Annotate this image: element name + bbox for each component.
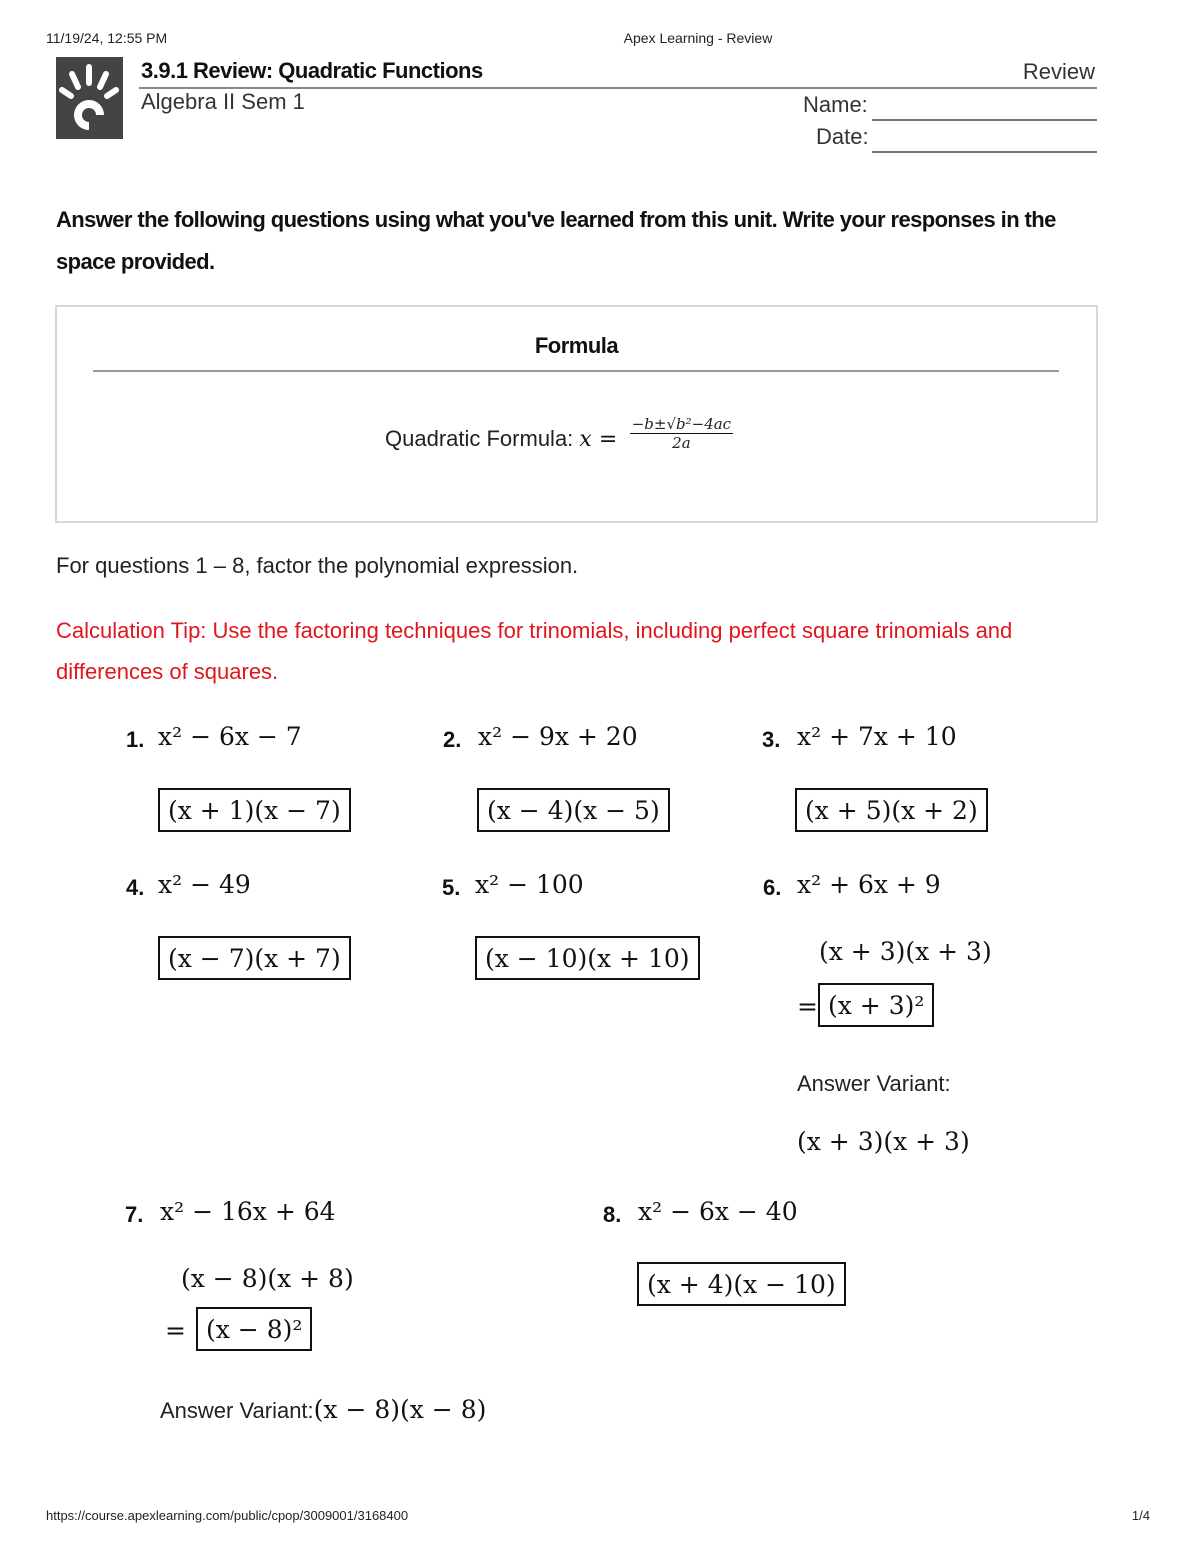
print-datetime: 11/19/24, 12:55 PM bbox=[46, 30, 168, 46]
question-expression: x² − 49 bbox=[158, 870, 251, 899]
quadratic-formula bbox=[385, 415, 733, 465]
question-number: 5. bbox=[442, 875, 461, 900]
answer-box: (x + 4)(x − 10) bbox=[637, 1262, 846, 1306]
answer-box: (x + 3)² bbox=[818, 983, 934, 1027]
answer-variant: (x − 8)(x − 8) bbox=[313, 1395, 487, 1424]
answer-variant-row bbox=[160, 1395, 486, 1424]
date-label: Date: bbox=[816, 124, 869, 149]
question-expression: x² − 6x − 7 bbox=[158, 722, 302, 751]
name-field bbox=[872, 119, 1097, 121]
answer-box: (x + 1)(x − 7) bbox=[158, 788, 351, 832]
answer-variant-label: Answer Variant: bbox=[797, 1071, 951, 1096]
work-step: (x + 3)(x + 3) bbox=[819, 937, 992, 966]
formula-equals: = bbox=[598, 427, 618, 452]
question-number: 7. bbox=[125, 1202, 144, 1227]
question-number: 4. bbox=[126, 875, 145, 900]
question-expression: x² − 16x + 64 bbox=[160, 1197, 336, 1226]
answer-variant-label: Answer Variant: bbox=[160, 1398, 314, 1423]
formula-heading: Formula bbox=[534, 333, 619, 358]
question-number: 6. bbox=[763, 875, 782, 900]
question-expression: x² + 6x + 9 bbox=[797, 870, 941, 899]
section-intro: For questions 1 – 8, factor the polynomial expression. bbox=[56, 553, 579, 578]
work-step: (x − 8)(x + 8) bbox=[181, 1264, 354, 1293]
question-number: 2. bbox=[443, 727, 462, 752]
question-expression: x² − 9x + 20 bbox=[478, 722, 638, 751]
print-page-number: 1/4 bbox=[1131, 1508, 1150, 1523]
instructions: Answer the following questions using what you've learned from this unit. Write your responses in the space provided. bbox=[56, 207, 1056, 274]
formula-denominator: 2a bbox=[672, 434, 691, 452]
date-field bbox=[872, 151, 1097, 153]
question-expression: x² + 7x + 10 bbox=[797, 722, 957, 751]
equals-sign: = bbox=[165, 1316, 186, 1345]
equals-sign: = bbox=[797, 992, 818, 1021]
doc-type: Review bbox=[1022, 59, 1095, 84]
formula-fraction bbox=[630, 415, 733, 452]
formula-box bbox=[55, 305, 1098, 523]
name-label: Name: bbox=[803, 92, 868, 117]
formula-label: Quadratic Formula: bbox=[385, 426, 580, 451]
answer-box: (x − 4)(x − 5) bbox=[477, 788, 670, 832]
question-expression: x² − 6x − 40 bbox=[638, 1197, 798, 1226]
question-number: 8. bbox=[603, 1202, 622, 1227]
answer-box: (x − 8)² bbox=[196, 1307, 312, 1351]
course-name: Algebra II Sem 1 bbox=[141, 89, 305, 114]
apex-logo bbox=[56, 57, 123, 139]
answer-variant: (x + 3)(x + 3) bbox=[797, 1127, 970, 1156]
answer-box: (x + 5)(x + 2) bbox=[795, 788, 988, 832]
print-url: https://course.apexlearning.com/public/cpop/3009001/3168400 bbox=[46, 1508, 409, 1523]
formula-lhs: x bbox=[579, 427, 592, 452]
page-title: 3.9.1 Review: Quadratic Functions bbox=[141, 58, 483, 83]
question-number: 1. bbox=[126, 727, 145, 752]
question-number: 3. bbox=[762, 727, 781, 752]
answer-box: (x − 7)(x + 7) bbox=[158, 936, 351, 980]
print-page-title: Apex Learning - Review bbox=[623, 30, 773, 46]
calculation-tip: Calculation Tip: Use the factoring techniques for trinomials, including perfect square trinomials and differences of squares. bbox=[56, 618, 1013, 684]
answer-box: (x − 10)(x + 10) bbox=[475, 936, 700, 980]
formula-numerator: −b±√b²−4ac bbox=[631, 415, 732, 433]
question-expression: x² − 100 bbox=[475, 870, 584, 899]
formula-divider bbox=[93, 370, 1059, 372]
